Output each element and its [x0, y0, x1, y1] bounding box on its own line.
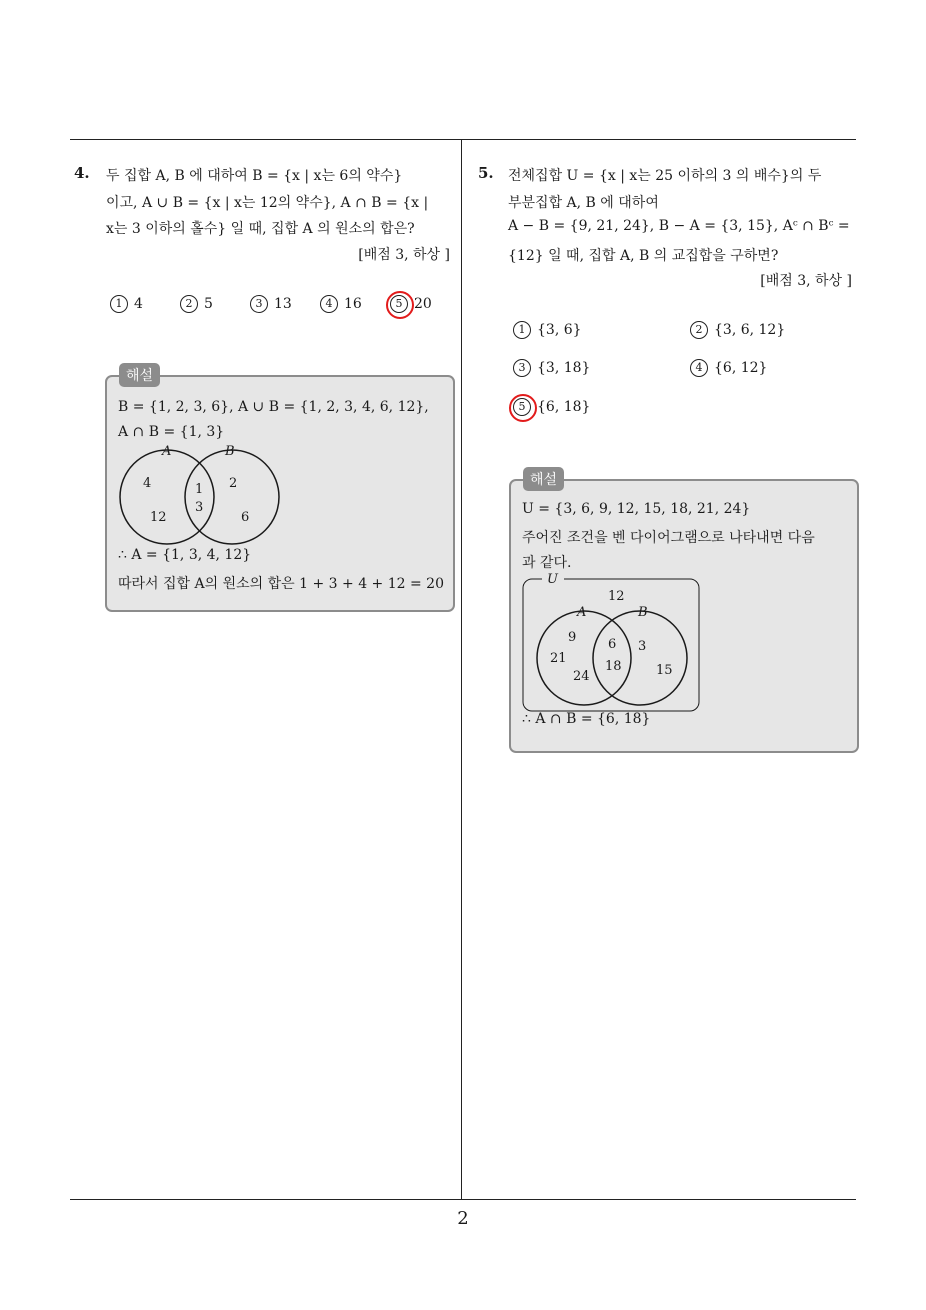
q4-solution-panel	[105, 375, 455, 612]
venn-value: 9	[568, 630, 577, 645]
q4-venn-diagram	[107, 439, 453, 551]
choice-text: 13	[274, 296, 292, 312]
set-b-label: B	[225, 444, 235, 459]
top-rule	[70, 139, 856, 140]
q4-number: 4.	[74, 164, 90, 182]
q4-solution-tag: 해설	[119, 363, 160, 387]
venn-value: 3	[195, 500, 204, 515]
q5-solution-panel	[509, 479, 859, 753]
choice-text: {3, 18}	[537, 360, 591, 376]
choice-marker: 4	[320, 295, 338, 313]
page-number: 2	[457, 1208, 469, 1229]
q5-line-3: A − B = {9, 21, 24}, B − A = {3, 15}, Aᶜ ∩ Bᶜ =	[508, 218, 850, 234]
q4-choice-3[interactable]	[250, 295, 292, 313]
set-a-label: A	[577, 605, 587, 620]
column-divider	[461, 139, 462, 1200]
venn-value: 3	[638, 639, 647, 654]
q5-choice-3[interactable]	[513, 359, 590, 377]
venn-value: 12	[608, 589, 625, 604]
q4-line-3: x는 3 이하의 홀수} 일 때, 집합 A 의 원소의 합은?	[106, 221, 415, 237]
set-b-circle	[185, 450, 279, 544]
q5-solution-tag: 해설	[523, 467, 564, 491]
choice-marker: 3	[250, 295, 268, 313]
q4-choice-1[interactable]	[110, 295, 143, 313]
q5-number: 5.	[478, 164, 494, 182]
bottom-rule	[70, 1199, 856, 1200]
choice-marker: 1	[513, 321, 531, 339]
venn-value: 18	[605, 659, 622, 674]
q4-choice-2[interactable]	[180, 295, 213, 313]
choice-marker: 2	[180, 295, 198, 313]
q4-line-2: 이고, A ∪ B = {x | x는 12의 약수}, A ∩ B = {x |	[106, 195, 429, 211]
venn-value: 6	[241, 510, 250, 525]
q4-solution-final: 따라서 집합 A의 원소의 합은 1 + 3 + 4 + 12 = 20	[118, 576, 444, 592]
q4-solution-conclusion: ∴ A = {1, 3, 4, 12}	[118, 547, 252, 563]
set-a-circle	[120, 450, 214, 544]
q5-points: [배점 3, 하상 ]	[760, 273, 852, 289]
choice-text: 16	[344, 296, 362, 312]
choice-marker: 2	[690, 321, 708, 339]
q5-choice-4[interactable]	[690, 359, 767, 377]
q5-line-1: 전체집합 U = {x | x는 25 이하의 3 의 배수}의 두	[508, 168, 822, 184]
q4-line-1: 두 집합 A, B 에 대하여 B = {x | x는 6의 약수}	[106, 168, 403, 184]
venn-value: 1	[195, 482, 204, 497]
choice-text: 4	[134, 296, 143, 312]
venn-value: 15	[656, 663, 673, 678]
venn-value: 12	[150, 510, 167, 525]
set-b-label: B	[638, 605, 648, 620]
choice-text: {3, 6, 12}	[714, 322, 786, 338]
choice-text: {6, 12}	[714, 360, 768, 376]
set-a-label: A	[162, 444, 172, 459]
choice-marker: 4	[690, 359, 708, 377]
choice-text: 5	[204, 296, 213, 312]
choice-marker: 1	[110, 295, 128, 313]
venn-value: 6	[608, 637, 617, 652]
q5-solution-line-3: 과 같다.	[522, 555, 572, 571]
q5-choice-1[interactable]	[513, 321, 582, 339]
venn-value: 2	[229, 476, 238, 491]
q4-points: [배점 3, 하상 ]	[358, 247, 450, 263]
q4-choice-4[interactable]	[320, 295, 362, 313]
set-b-circle	[593, 611, 687, 705]
q5-solution-line-1: U = {3, 6, 9, 12, 15, 18, 21, 24}	[522, 501, 751, 517]
choice-marker: 5	[513, 398, 531, 416]
venn-value: 24	[573, 669, 590, 684]
q4-solution-line-1: B = {1, 2, 3, 6}, A ∪ B = {1, 2, 3, 4, 6, 12},	[118, 399, 429, 415]
choice-text: 20	[414, 296, 432, 312]
choice-marker: 5	[390, 295, 408, 313]
venn-value: 4	[143, 476, 152, 491]
q5-answer-mark	[509, 394, 537, 422]
choice-marker: 3	[513, 359, 531, 377]
q4-answer-mark	[386, 291, 414, 319]
set-u-label: U	[547, 572, 558, 587]
q4-solution-line-2: A ∩ B = {1, 3}	[118, 424, 225, 440]
q5-choice-2[interactable]	[690, 321, 785, 339]
q5-line-4: {12} 일 때, 집합 A, B 의 교집합을 구하면?	[508, 248, 779, 264]
choice-text: {3, 6}	[537, 322, 582, 338]
venn-value: 21	[550, 651, 567, 666]
q5-venn-diagram	[511, 569, 857, 715]
q5-line-2: 부분집합 A, B 에 대하여	[508, 195, 659, 211]
q5-solution-line-2: 주어진 조건을 벤 다이어그램으로 나타내면 다음	[522, 530, 815, 546]
choice-text: {6, 18}	[537, 399, 591, 415]
q5-solution-conclusion: ∴ A ∩ B = {6, 18}	[522, 711, 651, 727]
